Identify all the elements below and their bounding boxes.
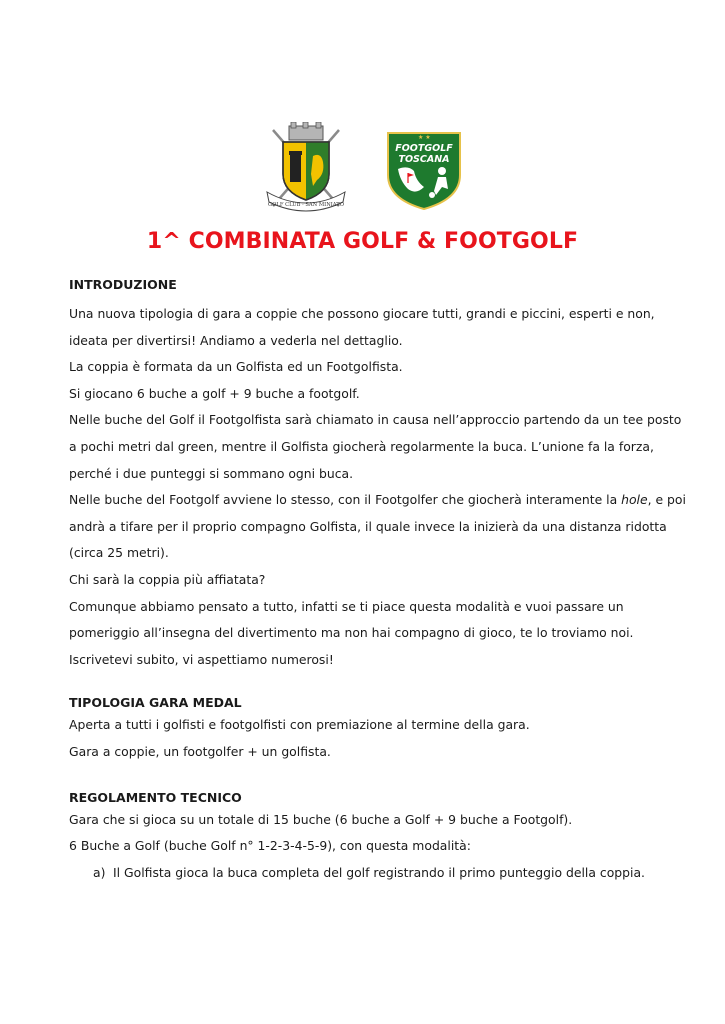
svg-text:TOSCANA: TOSCANA — [398, 154, 450, 165]
section-heading-regolamento: REGOLAMENTO TECNICO — [69, 789, 242, 805]
medal-line-1: Aperta a tutti i golfisti e footgolfisti con premiazione al termine della gara. — [69, 717, 530, 733]
page-title: 1^ COMBINATA GOLF & FOOTGOLF — [146, 229, 579, 254]
spacer — [69, 766, 669, 789]
svg-text:★ ★: ★ ★ — [418, 134, 431, 141]
footgolf-toscana-logo — [386, 129, 462, 211]
intro-line-13: pomeriggio all’insegna del divertimento ma non hai compagno di gioco, te lo troviamo noi. — [69, 625, 634, 641]
intro-line-14: Iscrivetevi subito, vi aspettiamo numerosi! — [69, 651, 334, 667]
intro-line-1: Una nuova tipologia di gara a coppie che possono giocare tutti, grandi e piccini, esperti e non, — [69, 306, 655, 321]
logo-row — [0, 122, 725, 214]
section-heading-introduzione: INTRODUZIONE — [69, 277, 177, 292]
footgolf-line-after: , e poi — [647, 492, 686, 508]
list-item-text: Il Golfista gioca la buca completa del golf registrando il primo punteggio della coppia. — [113, 864, 645, 880]
intro-line-5: Nelle buche del Golf il Footgolfista sarà chiamato in causa nell’approccio partendo da un tee posto — [69, 412, 682, 428]
intro-line-10: (circa 25 metri). — [69, 545, 169, 561]
rules-line-1: Gara che si gioca su un totale di 15 buche (6 buche a Golf + 9 buche a Footgolf). — [69, 811, 573, 827]
intro-line-12: Comunque abbiamo pensato a tutto, infatti se ti piace questa modalità e vuoi passare un — [69, 598, 624, 614]
intro-line-4: Si giocano 6 buche a golf + 9 buche a footgolf. — [69, 385, 360, 401]
intro-line-footgolf — [69, 487, 686, 514]
footgolf-line-before: Nelle buche del Footgolf avviene lo stesso, con il Footgolfer che giocherà interamente la — [69, 492, 622, 508]
section-heading-medal: TIPOLOGIA GARA MEDAL — [69, 695, 242, 711]
intro-line-11: Chi sarà la coppia più affiatata? — [69, 571, 266, 587]
intro-line-6: a pochi metri dal green, mentre il Golfista giocherà regolarmente la buca. L’unione fa la forza, — [69, 438, 654, 454]
svg-text:FOOTGOLF: FOOTGOLF — [395, 143, 453, 154]
medal-line-2: Gara a coppie, un footgolfer + un golfista. — [69, 743, 331, 759]
golf-club-logo — [263, 122, 349, 214]
document-body — [69, 276, 686, 886]
list-item — [69, 860, 669, 887]
svg-text:GOLF CLUB · SAN MINIATO: GOLF CLUB · SAN MINIATO — [268, 202, 344, 208]
intro-line-9: andrà a tifare per il proprio compagno Golfista, il quale invece la inizierà da una distanza ridotta — [69, 518, 667, 534]
rules-line-2: 6 Buche a Golf (buche Golf n° 1-2-3-4-5-9), con questa modalità: — [69, 838, 471, 854]
spacer — [69, 673, 669, 694]
intro-line-3: La coppia è formata da un Golfista ed un Footgolfista. — [69, 359, 403, 375]
list-marker: a) — [93, 864, 106, 880]
hole-word: hole — [621, 492, 648, 508]
intro-line-7: perché i due punteggi si sommano ogni buca. — [69, 465, 354, 481]
intro-line-2: ideata per divertirsi! Andiamo a vederla nel dettaglio. — [69, 332, 403, 348]
